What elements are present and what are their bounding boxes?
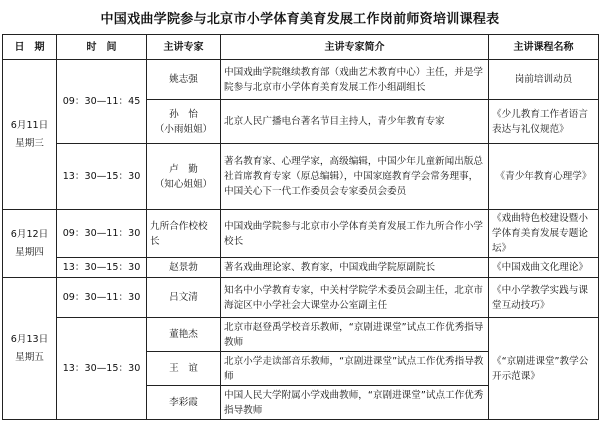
course-cell: 《中国戏曲文化理论》 (489, 258, 599, 278)
header-course: 主讲课程名称 (489, 35, 599, 60)
intro-cell: 北京人民广播电台著名节目主持人，青少年教育专家 (221, 100, 489, 144)
intro-cell: 中国戏曲学院参与北京市小学体育美育发展工作九所合作小学校长 (221, 210, 489, 258)
table-row (3, 60, 599, 100)
table-row (3, 278, 599, 318)
time-cell: 09：30—11：45 (57, 60, 147, 144)
date-text: 6月11日 (10, 119, 49, 131)
weekday-text: 星期五 (15, 351, 44, 363)
expert-cell: 董艳杰 (147, 318, 221, 352)
intro-cell: 著名教育家、心理学家，高级编辑，中国少年儿童新闻出版总社首席教育专家（原总编辑），中国家庭教育学会常务理事，中国关心下一代工作委员会专家委员会委员 (221, 144, 489, 210)
date-text: 6月13日 (10, 333, 49, 345)
expert-cell: 王 谊 (147, 352, 221, 386)
table-row (3, 258, 599, 278)
expert-name: 孙 怡 (169, 108, 198, 120)
time-cell: 09：30—11：30 (57, 278, 147, 318)
course-cell: 《青少年教育心理学》 (489, 144, 599, 210)
table-row (3, 210, 599, 258)
time-cell: 09：30—11：30 (57, 210, 147, 258)
expert-cell (147, 100, 221, 144)
expert-cell (147, 60, 221, 100)
date-text: 6月12日 (10, 228, 49, 240)
expert-name: 姚志强 (169, 74, 198, 85)
intro-cell: 北京小学走读部音乐教师，“京剧进课堂”试点工作优秀指导教师 (221, 352, 489, 386)
course-cell: 《“京剧进课堂”教学公开示范课》 (489, 318, 599, 420)
date-cell (3, 210, 57, 278)
expert-note: （小雨姐姐） (154, 123, 213, 135)
expert-cell: 赵景勃 (147, 258, 221, 278)
expert-cell: 九所合作校校长 (147, 210, 221, 258)
date-cell (3, 60, 57, 210)
header-time: 时 间 (57, 35, 147, 60)
weekday-text: 星期三 (15, 137, 44, 149)
course-cell: 《戏曲特色校建设暨小学体育美育发展专题论坛》 (489, 210, 599, 258)
table-row (3, 318, 599, 352)
header-expert: 主讲专家 (147, 35, 221, 60)
expert-cell: 李彩霞 (147, 386, 221, 420)
time-cell: 13：30—15：30 (57, 258, 147, 278)
schedule-table (2, 34, 599, 420)
table-row (3, 144, 599, 210)
page-title: 中国戏曲学院参与北京市小学体育美育发展工作岗前师资培训课程表 (100, 12, 500, 27)
intro-cell: 知名中小学教育专家，中关村学院学术委员会副主任，北京市海淀区中小学社会大课堂办公室副主任 (221, 278, 489, 318)
intro-cell: 中国戏曲学院继续教育部（戏曲艺术教育中心）主任，并是学院参与北京市小学体育美育发展工作小组副组长 (221, 60, 489, 100)
expert-cell (147, 144, 221, 210)
expert-name: 卢 勤 (169, 163, 198, 175)
header-row (3, 35, 599, 60)
header-intro: 主讲专家简介 (221, 35, 489, 60)
intro-cell: 北京市赵登禹学校音乐教师，“京剧进课堂”试点工作优秀指导教师 (221, 318, 489, 352)
expert-cell: 吕文清 (147, 278, 221, 318)
intro-cell: 著名戏曲理论家、教育家，中国戏曲学院原副院长 (221, 258, 489, 278)
time-cell: 13：30—15：30 (57, 144, 147, 210)
time-cell: 13：30—15：30 (57, 318, 147, 420)
intro-cell: 中国人民大学附属小学戏曲教师，“京剧进课堂”试点工作优秀指导教师 (221, 386, 489, 420)
date-cell (3, 278, 57, 420)
weekday-text: 星期四 (15, 246, 44, 258)
course-cell: 岗前培训动员 (489, 60, 599, 100)
course-cell: 《少儿教育工作者语言表达与礼仪规范》 (489, 100, 599, 144)
course-cell: 《中小学教学实践与课堂互动技巧》 (489, 278, 599, 318)
expert-note: （知心姐姐） (154, 178, 213, 190)
header-date: 日 期 (3, 35, 57, 60)
